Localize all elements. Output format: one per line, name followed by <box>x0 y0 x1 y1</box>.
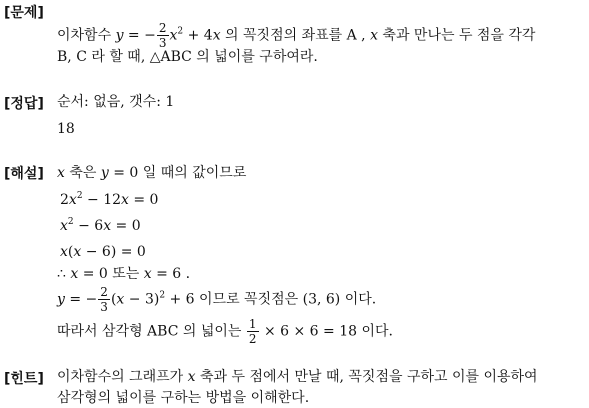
math-var: y <box>115 27 124 44</box>
math-var: x <box>57 165 65 181</box>
math-var: y <box>57 291 65 308</box>
hint-label: [힌트] <box>4 371 44 387</box>
math-op: = − <box>64 291 98 308</box>
solution-text: + 6 이므로 꼭짓점은 (3, 6) 이다. <box>165 291 377 308</box>
math-op: + 4 <box>183 27 213 44</box>
problem-label: [문제] <box>4 5 44 21</box>
fraction-denominator: 3 <box>158 36 167 50</box>
solution-line-1 <box>57 166 246 180</box>
solution-text: 축은 <box>64 165 101 181</box>
math-exponent: 2 <box>177 26 184 37</box>
math-var: x <box>212 27 221 44</box>
math-op: − 12 <box>82 192 122 208</box>
fraction-numerator: 1 <box>248 317 257 331</box>
solution-line-5 <box>57 267 190 281</box>
problem-line-2: B, C 라 할 때, △ABC 의 넓이를 구하여라. <box>57 49 318 65</box>
problem-text: 의 꼭짓점의 좌표를 A , <box>220 27 366 44</box>
math-var: x <box>143 266 152 282</box>
math-var: x <box>116 291 125 308</box>
problem-line-1 <box>57 22 535 49</box>
math-var: x <box>121 192 129 208</box>
fraction-denominator: 2 <box>248 332 257 346</box>
math-op: − 6) = 0 <box>81 244 146 260</box>
solution-text: × 6 × 6 = 18 이다. <box>259 323 393 340</box>
solution-line-4 <box>60 245 146 259</box>
fraction <box>247 318 259 345</box>
math-var: x <box>60 218 68 234</box>
math-var: x <box>68 192 77 208</box>
hint-text: 축과 두 점에서 만날 때, 꼭짓점을 구하고 이를 이용하여 <box>195 369 538 385</box>
solution-text: 따라서 삼각형 ABC 의 넓이는 <box>57 323 246 340</box>
math-op: = 0 <box>111 218 141 234</box>
hint-line-2: 삼각형의 넓이를 구하는 방법을 이해한다. <box>57 390 310 406</box>
fraction <box>157 22 169 49</box>
fraction-numerator: 2 <box>100 285 108 299</box>
math-var: x <box>103 218 112 234</box>
math-op: − 3) <box>124 291 160 308</box>
answer-label: [정답] <box>4 96 44 112</box>
math-num: 2 <box>60 192 69 208</box>
solution-line-2 <box>60 193 158 207</box>
fraction-numerator: 2 <box>158 21 167 35</box>
math-exponent: 2 <box>76 191 83 201</box>
solution-text: = 0 또는 <box>78 266 144 282</box>
math-exponent: 2 <box>159 290 166 301</box>
solution-text: = 6 . <box>151 266 191 282</box>
math-var: x <box>169 27 178 44</box>
math-exponent: 2 <box>67 217 74 227</box>
math-op: ( <box>67 244 74 260</box>
solution-text: = 0 일 때의 값이므로 <box>108 165 247 181</box>
solution-label: [해설] <box>4 166 44 182</box>
solution-line-6 <box>57 286 376 313</box>
math-var: x <box>187 369 196 385</box>
solution-line-3 <box>60 219 141 233</box>
hint-text: 이차함수의 그래프가 <box>57 369 188 385</box>
math-op: = 0 <box>128 192 159 208</box>
math-op: ( <box>110 291 117 308</box>
problem-text: 축과 만나는 두 점을 각각 <box>377 27 536 44</box>
hint-line-1 <box>57 370 538 384</box>
math-op: − 6 <box>73 218 104 234</box>
math-var: x <box>60 244 68 260</box>
answer-line-1: 순서: 없음, 갯수: 1 <box>57 94 175 110</box>
math-var: x <box>370 27 378 44</box>
solution-line-7 <box>57 318 393 345</box>
math-var: x <box>73 244 82 260</box>
problem-text: 이차함수 <box>57 27 112 44</box>
fraction-denominator: 3 <box>100 300 108 314</box>
fraction <box>98 286 110 313</box>
math-var: x <box>70 266 79 282</box>
answer-line-2: 18 <box>57 121 75 137</box>
therefore-symbol: ∴ <box>57 266 71 282</box>
math-op: = − <box>123 27 156 44</box>
math-var: y <box>100 165 109 181</box>
